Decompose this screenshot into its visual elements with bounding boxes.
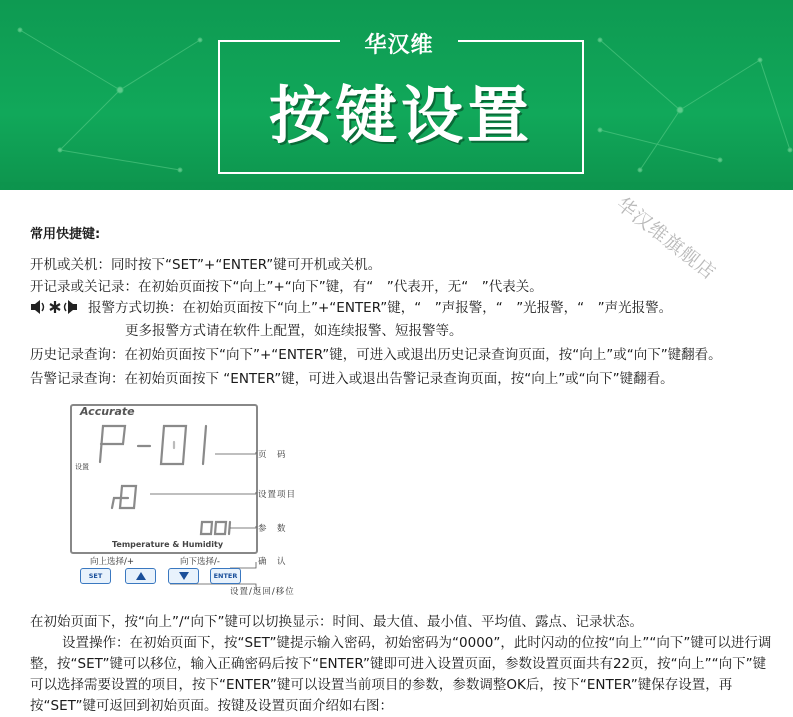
callout-confirm: 确 认 (258, 557, 287, 567)
device-brand: Accurate (80, 405, 135, 418)
segment-small-0 (201, 522, 212, 534)
paragraph-setting: 设置操作：在初始页面下，按“SET”键提示输入密码，初始密码为“0000”，此时闪动的位按“向上”“向下”键可以进行调整，按“SET”键可以移位，输入正确密码后按下“ENTER”键即可进入设置页面，参数设置页面共有22页，按“向上”“向下”键可以选择需要设置的项目，按下“ENTER”键可以设置当前项目的参数，参数调整OK后，按下“ENTER”键保存设置，再按“SET”键可返回到初始页面。按键及设置页面介绍如右图： (30, 635, 772, 714)
line-alarm-record: 告警记录查询：在初始页面按下 “ENTER”键，可进入或退出告警记录查询页面，按“向上”或“向下”键翻看。 (30, 371, 674, 387)
line-alarm: 报警方式切换：在初始页面按下“向上”+“ENTER”键，“ ”声报警，“ ”光报警，“ ”声光报警。 (88, 300, 673, 316)
asterisk-icon (50, 301, 60, 313)
line-power: 开机或关机：同时按下“SET”+“ENTER”键可开机或关机。 (30, 257, 382, 273)
set-key[interactable]: SET (80, 568, 111, 584)
speaker-icon (65, 300, 78, 314)
segment-digit-1 (203, 426, 206, 464)
enter-key[interactable]: ENTER (210, 568, 241, 584)
triangle-down-icon (178, 571, 190, 581)
segment-digit-p (100, 426, 125, 462)
callout-page: 页 码 (258, 450, 287, 460)
page-title: 按键设置 (268, 79, 533, 152)
section-heading: 常用快捷键: (30, 227, 101, 242)
triangle-up-icon (135, 571, 147, 581)
callout-bottom: 设置/返回/移位 (230, 587, 295, 597)
callout-param: 参 数 (258, 524, 287, 534)
line-alarm-more: 更多报警方式请在软件上配置，如连续报警、短报警等。 (125, 323, 463, 339)
instructions (30, 612, 775, 717)
watermark: 华汉维旗舰店 (611, 193, 721, 285)
line-record: 开记录或关记录：在初始页面按下“向上”+“向下”键，有“ ”代表开，无“ ”代表关。 (30, 279, 543, 295)
paragraph-display: 在初始页面下，按“向上”/“向下”键可以切换显示：时间、最大值、最小值、平均值、露点、记录状态。 (30, 614, 644, 630)
banner (0, 0, 793, 190)
lcd-setting-label: 设置 (75, 463, 89, 471)
callout-setting-item: 设置项目 (258, 490, 297, 500)
key-label-up: 向上选择/+ (90, 557, 134, 567)
segment-small-1 (215, 522, 226, 534)
key-label-down: 向下选择/- (180, 557, 220, 567)
up-key[interactable] (125, 568, 156, 584)
speaker-icon (31, 300, 44, 314)
line-history: 历史记录查询：在初始页面按下“向下”+“ENTER”键，可进入或退出历史记录查询页面，按“向上”或“向下”键翻看。 (30, 347, 722, 363)
brand-name: 华汉维 (364, 33, 434, 58)
zigzag-edge (0, 182, 793, 190)
down-key[interactable] (168, 568, 199, 584)
alarm-icons (30, 298, 88, 316)
device-subtitle: Temperature & Humidity (112, 540, 224, 549)
